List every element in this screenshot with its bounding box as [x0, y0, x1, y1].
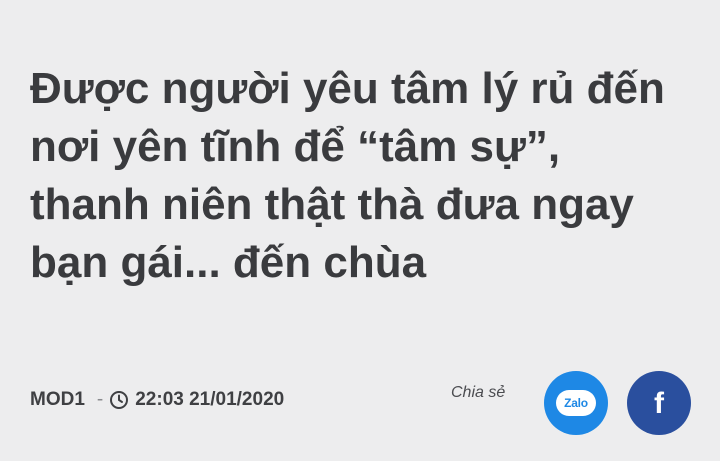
zalo-share-button[interactable]	[544, 371, 608, 435]
facebook-share-button[interactable]	[627, 371, 691, 435]
meta-separator: -	[96, 389, 104, 410]
article-headline: Được người yêu tâm lý rủ đến nơi yên tĩnh để “tâm sự”, thanh niên thật thà đưa ngay bạn gái... đến chùa	[30, 64, 665, 287]
author-name[interactable]: MOD1	[30, 389, 85, 410]
zalo-icon	[556, 390, 596, 416]
article-meta	[30, 386, 284, 414]
facebook-icon: f	[654, 387, 664, 420]
clock-icon	[109, 390, 129, 410]
publish-datetime: 22:03 21/01/2020	[135, 389, 285, 410]
zalo-icon-label: Zalo	[564, 396, 588, 410]
share-label: Chia sẻ	[451, 384, 506, 401]
